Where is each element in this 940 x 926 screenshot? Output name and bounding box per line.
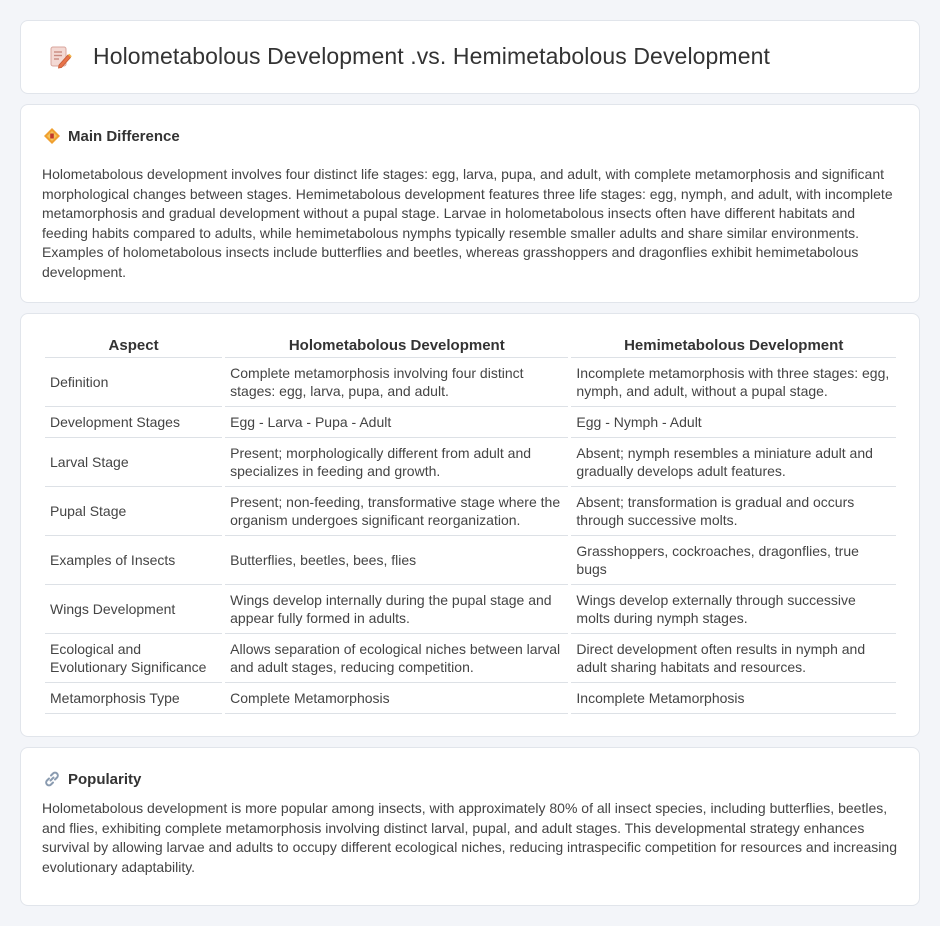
row-hemimetabolous: Incomplete Metamorphosis (571, 683, 896, 714)
table-row (45, 438, 896, 487)
row-aspect: Ecological and Evolutionary Significance (45, 634, 222, 683)
page-title: Holometabolous Development .vs. Hemimetabolous Development (93, 43, 770, 69)
row-holometabolous: Present; morphologically different from adult and specializes in feeding and growth. (225, 438, 568, 487)
row-hemimetabolous: Absent; nymph resembles a miniature adult and gradually develops adult features. (571, 438, 896, 487)
row-aspect: Wings Development (45, 585, 222, 634)
row-aspect: Development Stages (45, 407, 222, 438)
header-aspect: Aspect (45, 336, 222, 358)
table-row (45, 358, 896, 407)
row-hemimetabolous: Incomplete metamorphosis with three stages: egg, nymph, and adult, without a pupal stage. (571, 358, 896, 407)
table-row (45, 536, 896, 585)
table-row (45, 634, 896, 683)
table-row (45, 407, 896, 438)
row-holometabolous: Allows separation of ecological niches between larval and adult stages, reducing competition. (225, 634, 568, 683)
row-hemimetabolous: Grasshoppers, cockroaches, dragonflies, true bugs (571, 536, 896, 585)
row-hemimetabolous: Absent; transformation is gradual and occurs through successive molts. (571, 487, 896, 536)
main-difference-title: Main Difference (68, 127, 180, 145)
row-hemimetabolous: Wings develop externally through successive molts during nymph stages. (571, 585, 896, 634)
table-row (45, 683, 896, 714)
document-edit-icon (47, 44, 73, 70)
row-holometabolous: Complete metamorphosis involving four distinct stages: egg, larva, pupa, and adult. (225, 358, 568, 407)
link-icon (43, 770, 61, 788)
main-difference-text: Holometabolous development involves four distinct life stages: egg, larva, pupa, and adult, with complete metamorphosis and significant morphological changes between stages. Hemimetabolous development features three life stages: egg, nymph, and adult, with incomplete metamorphosis and gradual development without a pupal stage. Larvae in holometabolous insects often have different habitats and feeding habits compared to adults, while hemimetabolous nymphs typically resemble smaller adults and share similar environments. Examples of holometabolous insects include butterflies and beetles, whereas grasshoppers and dragonflies exhibit hemimetabolous development. (42, 166, 893, 280)
row-holometabolous: Complete Metamorphosis (225, 683, 568, 714)
header-holometabolous: Holometabolous Development (225, 336, 568, 358)
row-aspect: Pupal Stage (45, 487, 222, 536)
row-aspect: Larval Stage (45, 438, 222, 487)
row-hemimetabolous: Direct development often results in nymph and adult sharing habitats and resources. (571, 634, 896, 683)
row-aspect: Metamorphosis Type (45, 683, 222, 714)
row-holometabolous: Butterflies, beetles, bees, flies (225, 536, 568, 585)
comparison-table (42, 336, 899, 714)
diamond-icon (43, 127, 61, 145)
popularity-header (43, 770, 141, 788)
header-hemimetabolous: Hemimetabolous Development (571, 336, 896, 358)
table-header-row (45, 336, 896, 358)
row-holometabolous: Present; non-feeding, transformative stage where the organism undergoes significant reorganization. (225, 487, 568, 536)
row-holometabolous: Egg - Larva - Pupa - Adult (225, 407, 568, 438)
title-row (47, 43, 770, 70)
title-card (20, 20, 920, 94)
main-difference-header (43, 127, 180, 145)
table-row (45, 487, 896, 536)
row-aspect: Examples of Insects (45, 536, 222, 585)
popularity-card (20, 747, 920, 906)
row-aspect: Definition (45, 358, 222, 407)
main-difference-card (20, 104, 920, 303)
popularity-title: Popularity (68, 770, 142, 788)
table-row (45, 585, 896, 634)
row-holometabolous: Wings develop internally during the pupal stage and appear fully formed in adults. (225, 585, 568, 634)
comparison-card (20, 313, 920, 737)
row-hemimetabolous: Egg - Nymph - Adult (571, 407, 896, 438)
popularity-text: Holometabolous development is more popular among insects, with approximately 80% of all insect species, including butterflies, beetles, and flies, exhibiting complete metamorphosis involving distinct larval, pupal, and adult stages. This developmental strategy enhances survival by allowing larvae and adults to occupy different ecological niches, reducing intraspecific competition for resources and increasing evolutionary adaptability. (42, 800, 897, 875)
